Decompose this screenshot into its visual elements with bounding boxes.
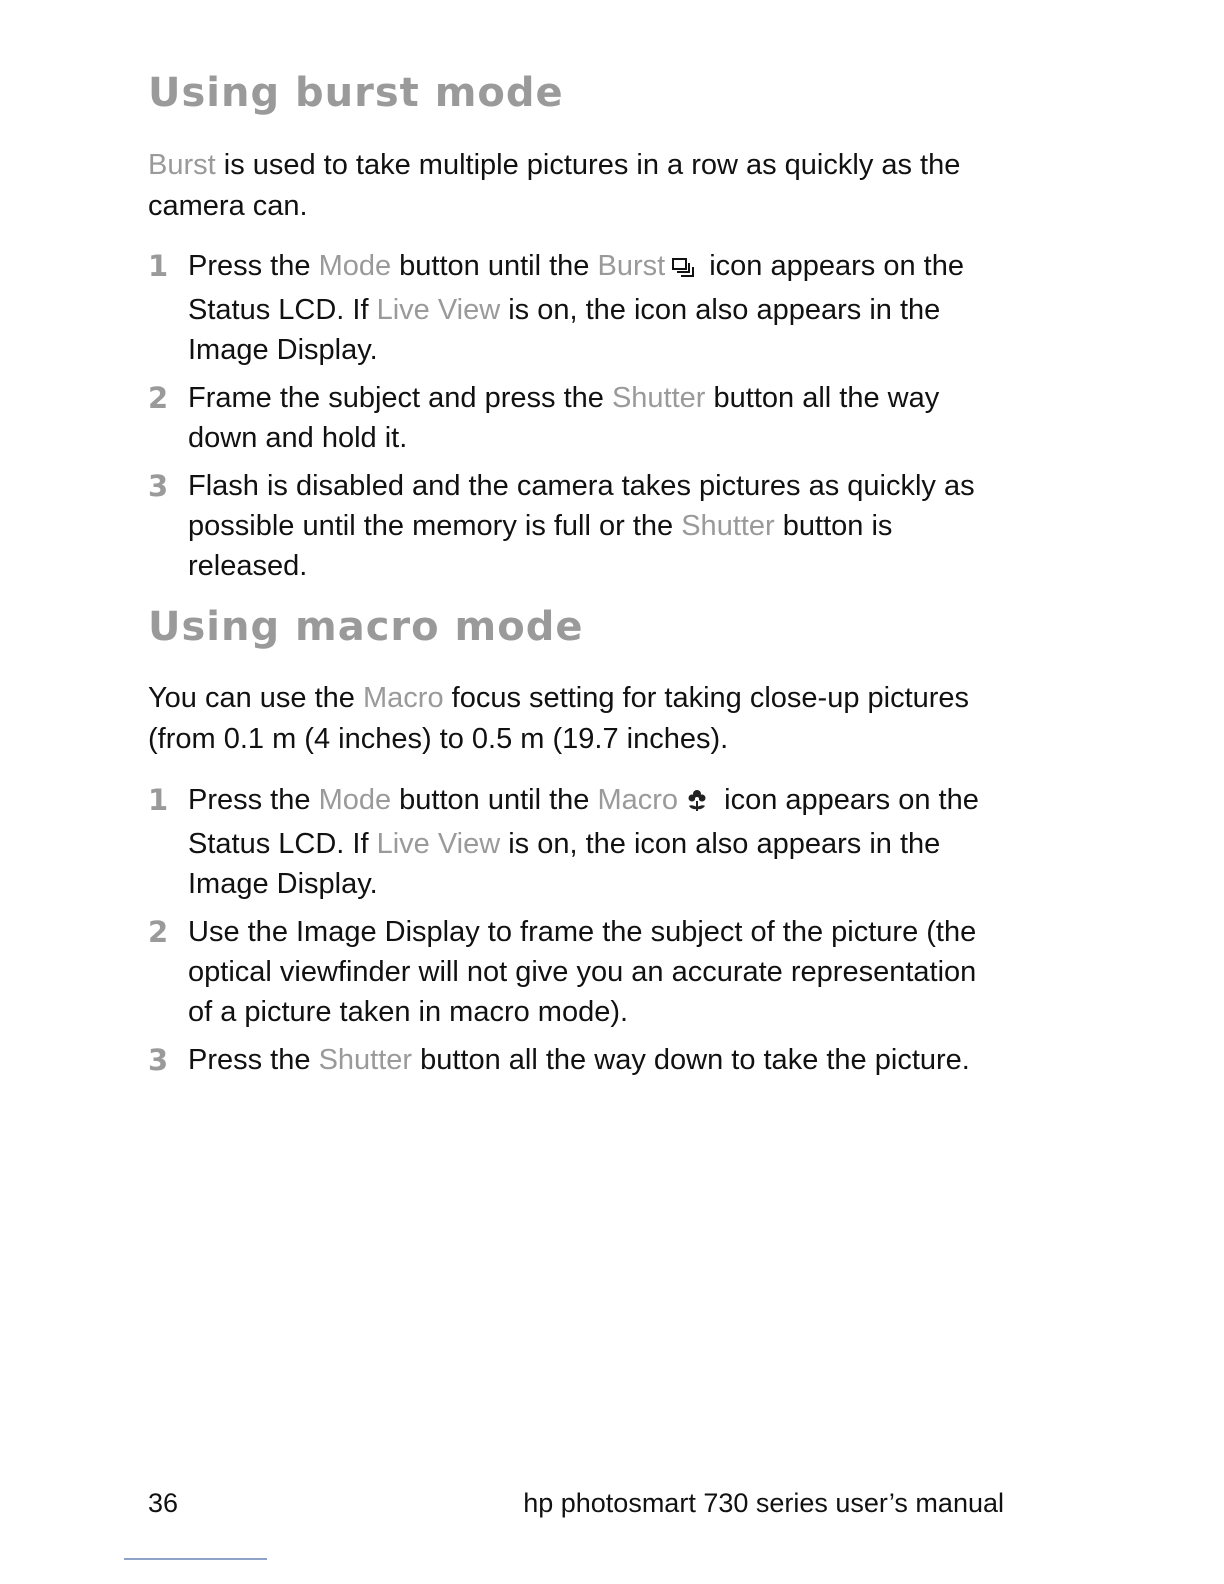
live-view-keyword: Live View xyxy=(376,294,501,326)
step-text: Press the xyxy=(188,784,319,816)
step-text: button is released. xyxy=(188,510,893,582)
macro-intro xyxy=(148,678,1008,760)
burst-heading: Using burst mode xyxy=(148,70,564,116)
macro-intro-text: You can use the xyxy=(148,682,363,714)
macro-steps xyxy=(148,780,1008,1088)
burst-step-1 xyxy=(148,246,1008,370)
macro-step-2 xyxy=(148,912,1008,1032)
step-text: Frame the subject and press the xyxy=(188,382,612,414)
macro-flower-icon xyxy=(684,784,710,824)
step-text: icon appears on the Status LCD. If xyxy=(188,784,979,860)
step-text: Press the xyxy=(188,250,319,282)
step-text: button until the xyxy=(391,250,598,282)
burst-step-3 xyxy=(148,466,1008,586)
step-text: Flash is disabled and the camera takes pictures as quickly as possible until the memory is full or the xyxy=(188,470,975,542)
step-text: icon appears on the Status LCD. If xyxy=(188,250,964,326)
step-text: button all the way down to take the picture. xyxy=(412,1044,970,1076)
mode-keyword: Mode xyxy=(318,784,392,816)
burst-intro-keyword: Burst xyxy=(148,149,216,181)
step-text: button all the way down and hold it. xyxy=(188,382,940,454)
shutter-keyword: Shutter xyxy=(318,1044,413,1076)
burst-intro-text: is used to take multiple pictures in a row as quickly as the camera can. xyxy=(148,149,961,222)
footer-rule xyxy=(124,1558,267,1560)
step-number: 1 xyxy=(148,783,169,817)
manual-title: hp photosmart 730 series user’s manual xyxy=(523,1488,1004,1518)
macro-heading: Using macro mode xyxy=(148,604,584,650)
burst-intro xyxy=(148,145,1008,227)
manual-page xyxy=(148,0,1018,1584)
step-number: 2 xyxy=(148,915,169,949)
step-number: 1 xyxy=(148,249,169,283)
shutter-keyword: Shutter xyxy=(611,382,706,414)
macro-keyword: Macro xyxy=(597,784,679,816)
step-number: 3 xyxy=(148,1043,169,1077)
step-number: 3 xyxy=(148,469,169,503)
step-text: button until the xyxy=(391,784,598,816)
step-text: is on, the icon also appears in the Image Display. xyxy=(188,294,941,366)
step-text: Press the xyxy=(188,1044,319,1076)
live-view-keyword: Live View xyxy=(376,828,501,860)
macro-step-1 xyxy=(148,780,1008,904)
step-text: is on, the icon also appears in the Image Display. xyxy=(188,828,941,900)
step-number: 2 xyxy=(148,381,169,415)
page-number: 36 xyxy=(148,1488,179,1518)
step-text: Use the Image Display to frame the subject of the picture (the optical viewfinder will not give you an accurate representation of a picture taken in macro mode). xyxy=(188,916,977,1028)
macro-intro-text: focus setting for taking close-up pictures (from 0.1 m (4 inches) to 0.5 m (19.7 inches). xyxy=(148,682,970,755)
burst-steps xyxy=(148,246,1008,594)
burst-keyword: Burst xyxy=(597,250,666,282)
burst-step-2 xyxy=(148,378,1008,458)
burst-icon xyxy=(671,250,695,290)
shutter-keyword: Shutter xyxy=(681,510,775,542)
mode-keyword: Mode xyxy=(318,250,392,282)
macro-intro-keyword: Macro xyxy=(363,682,444,714)
macro-step-3 xyxy=(148,1040,1008,1080)
